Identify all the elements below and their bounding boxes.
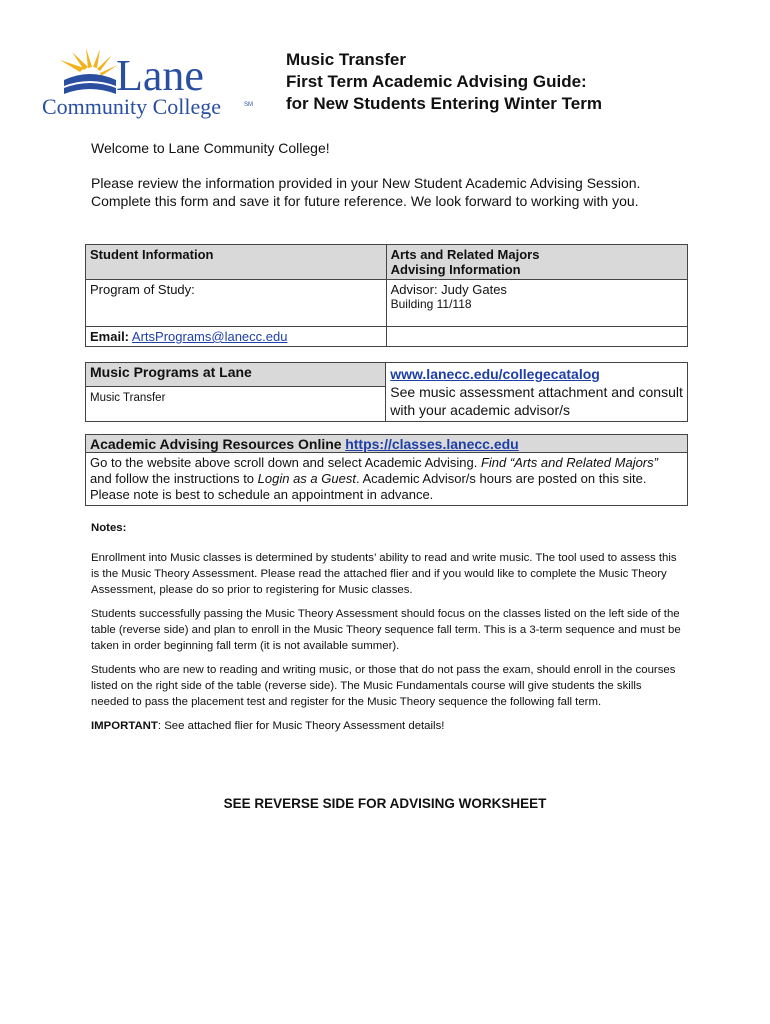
program-item-music-transfer: Music Transfer <box>90 392 166 404</box>
advisor-name: Advisor: Judy Gates <box>390 282 507 297</box>
notes-paragraph-2: Students successfully passing the Music Theory Assessment should focus on the classes listed on the left side of the table (reverse side) and plan to enroll in the Music Theory sequence fall term. This is a 3-term sequence and must be taken in order beginning fall term (it is not available summer). <box>91 608 681 652</box>
title-line-3: for New Students Entering Winter Term <box>286 94 602 113</box>
advising-heading-line2: Advising Information <box>390 262 521 277</box>
program-of-study-cell <box>86 280 387 327</box>
resources-text-c: and follow the instructions to <box>90 471 258 486</box>
advising-info-heading-cell <box>386 245 687 280</box>
resources-heading-cell <box>86 435 688 453</box>
advising-resources-table <box>85 434 688 506</box>
title-line-2: First Term Academic Advising Guide: <box>286 72 587 91</box>
email-label: Email: <box>90 329 130 344</box>
logo-college-text: Community College <box>42 94 222 119</box>
email-link[interactable]: ArtsPrograms@lanecc.edu <box>131 329 288 344</box>
student-info-heading-cell <box>86 245 387 280</box>
email-cell <box>86 327 387 347</box>
notes-paragraph-1: Enrollment into Music classes is determined by students’ ability to read and write music. The tool used to assess this is the Music Theory Assessment. Please read the attached flier and if you would like to complete the Music Theory Assessment, please do so prior to registering for Music classes. <box>91 552 677 596</box>
resources-text-b: Find “Arts and Related Majors” <box>480 455 658 470</box>
lane-community-college-logo <box>40 40 260 120</box>
program-of-study-label: Program of Study: <box>90 282 195 297</box>
sunrise-icon <box>60 48 118 94</box>
program-item-cell <box>86 387 386 422</box>
student-info-heading: Student Information <box>90 247 214 262</box>
resources-text-a: Go to the website above scroll down and select Academic Advising. <box>90 455 481 470</box>
catalog-cell <box>386 363 688 422</box>
advisor-building: Building 11/118 <box>390 297 472 311</box>
notes-heading: Notes: <box>91 522 127 534</box>
programs-heading-cell <box>86 363 386 387</box>
catalog-link[interactable]: www.lanecc.edu/collegecatalog <box>390 366 600 382</box>
advisor-cell <box>386 280 687 327</box>
title-line-1: Music Transfer <box>286 50 406 69</box>
page-title <box>286 49 602 115</box>
resources-heading: Academic Advising Resources Online <box>90 436 342 452</box>
important-label: IMPORTANT <box>91 720 158 732</box>
music-programs-table <box>85 362 688 422</box>
advising-heading-line1: Arts and Related Majors <box>390 247 540 262</box>
notes-section <box>91 520 681 742</box>
resources-text-e: . Academic Advisor/s hours are posted on this site. Please note is best to schedule an appointment in advance. <box>90 471 647 502</box>
important-text: : See attached flier for Music Theory Assessment details! <box>157 720 445 732</box>
catalog-note: See music assessment attachment and consult with your academic advisor/s <box>390 384 683 418</box>
resources-body-cell <box>86 453 688 506</box>
intro-paragraph: Please review the information provided in your New Student Academic Advising Session. Complete this form and save it for future reference. We look forward to working with you. <box>91 175 641 209</box>
notes-paragraph-3: Students who are new to reading and writing music, or those that do not pass the exam, should enroll in the courses listed on the right side of the table (reverse side). The Music Fundamentals course will give students the skills needed to pass the placement test and register for the Music Theory sequence the following fall term. <box>91 664 676 708</box>
welcome-text: Welcome to Lane Community College! <box>91 140 330 156</box>
student-info-table <box>85 244 688 347</box>
notes-important <box>91 718 681 734</box>
logo-sm-text: SM <box>244 102 253 108</box>
empty-cell <box>386 327 687 347</box>
classes-link[interactable]: https://classes.lanecc.edu <box>345 436 519 452</box>
programs-heading: Music Programs at Lane <box>90 364 252 380</box>
resources-text-d: Login as a Guest <box>257 471 356 486</box>
logo-lane-text: Lane <box>116 51 204 100</box>
reverse-side-notice: SEE REVERSE SIDE FOR ADVISING WORKSHEET <box>223 796 547 811</box>
